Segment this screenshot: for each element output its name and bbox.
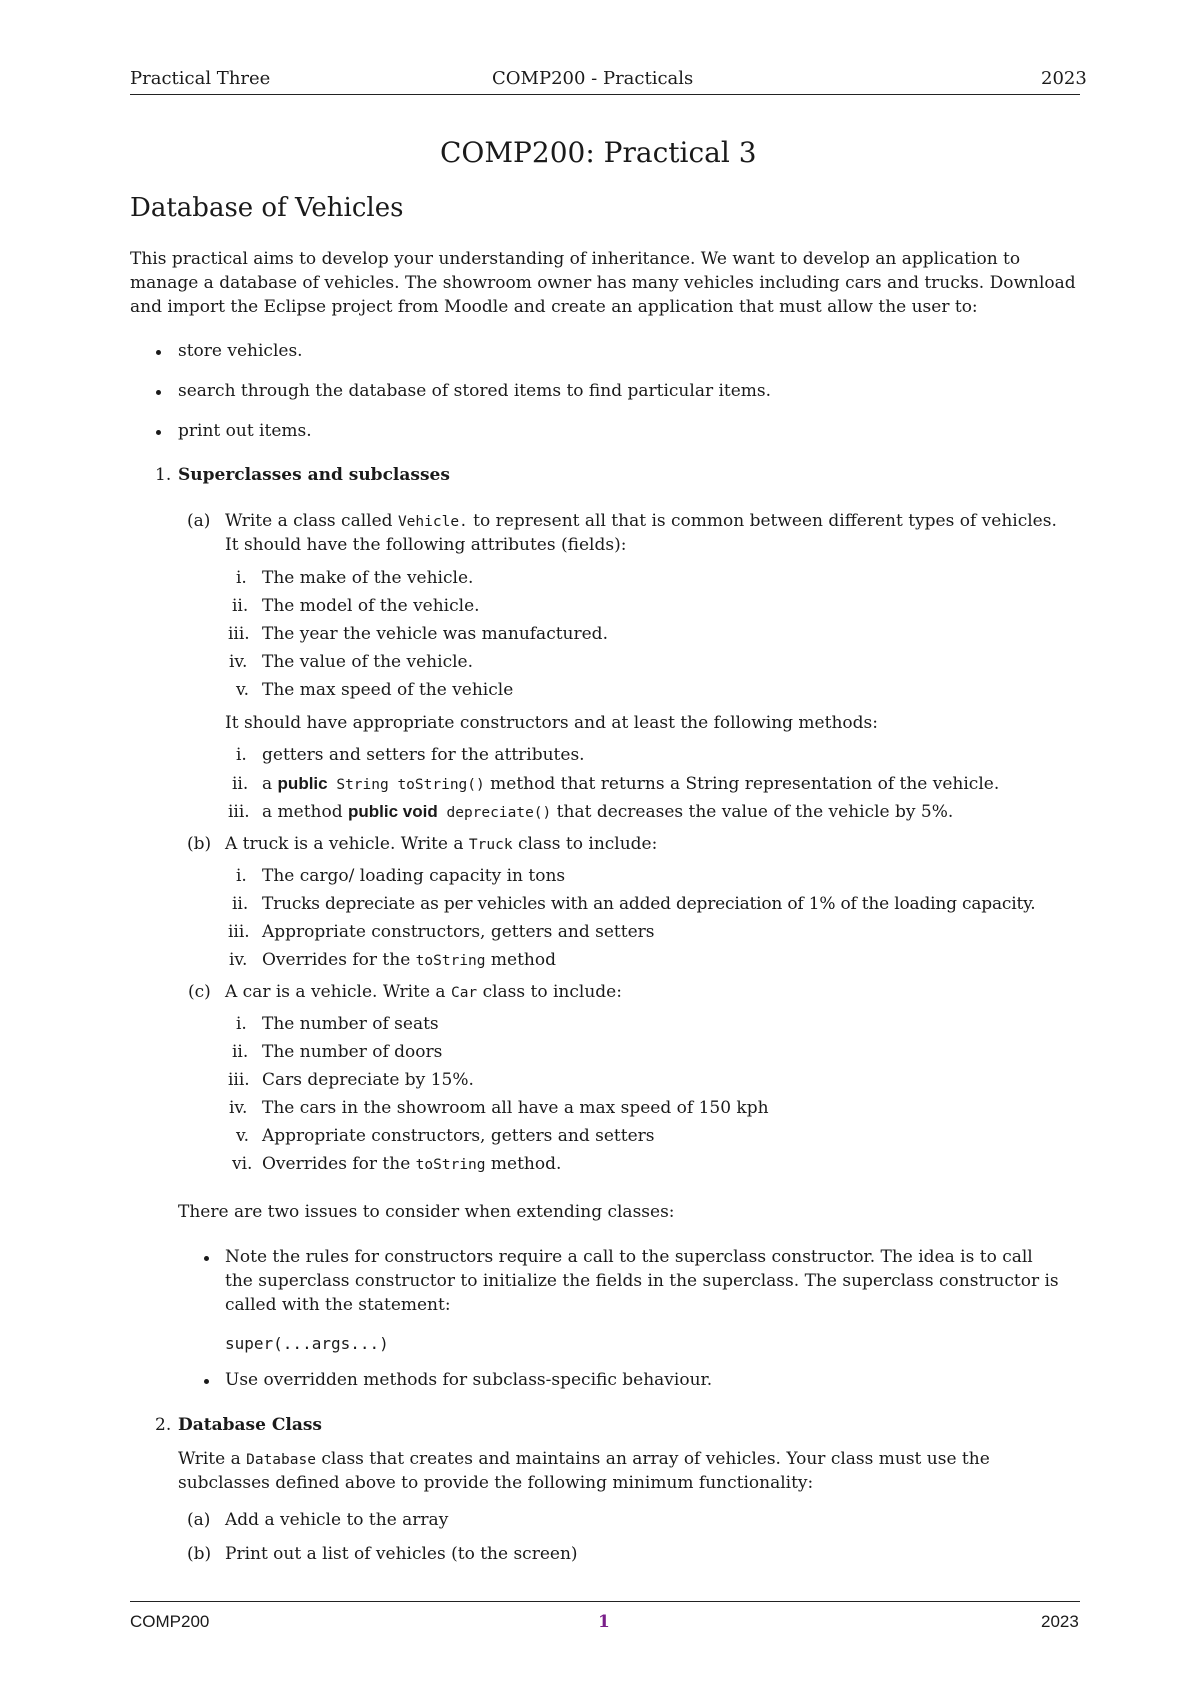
bullet-dot [204,1379,209,1384]
truck-item-number: iii. [228,922,250,942]
attr-text: The max speed of the vehicle [262,680,514,700]
keyword-public: public [277,774,328,793]
text-run: Write a [178,1449,247,1469]
q1a-line-2: It should have the following attributes (fields): [225,535,627,555]
car-item-number: vi. [232,1154,253,1174]
q2-line-2: subclasses defined above to provide the following minimum functionality: [178,1473,814,1493]
code-super-call: super(...args...) [225,1334,389,1353]
car-item-number: iv. [229,1098,248,1118]
attr-number: i. [236,568,247,588]
truck-item-text [262,948,556,973]
q1-number: 1. [155,465,172,485]
q1a-label: (a) [187,511,211,531]
text-run: a method [262,802,349,822]
car-item-text: The number of doors [262,1042,443,1062]
keyword-public-void: public void [348,802,438,821]
q1c-line [225,980,622,1005]
header-left: Practical Three [130,68,271,89]
truck-item-text: The cargo/ loading capacity in tons [262,866,566,886]
car-item-text: The number of seats [262,1014,439,1034]
bullet-item: store vehicles. [178,341,303,361]
attr-number: iii. [228,624,250,644]
car-item-number: iii. [228,1070,250,1090]
section-title: Database of Vehicles [130,193,404,223]
text-run: A car is a vehicle. Write a [225,982,451,1002]
car-item-number: v. [236,1126,249,1146]
text-run: class to include: [477,982,622,1002]
bullet-dot [156,390,161,395]
method-number: iii. [228,802,250,822]
header-rule [130,94,1080,95]
truck-item-text: Trucks depreciate as per vehicles with an added depreciation of 1% of the loading capacity. [262,894,1036,914]
text-run: method. [485,1154,562,1174]
code-depreciate: depreciate() [437,805,552,821]
page-title: COMP200: Practical 3 [440,136,757,169]
code-tostring: String toString() [327,777,485,793]
q1c-label: (c) [188,982,211,1002]
text-run: method that returns a String representation of the vehicle. [484,774,1000,794]
method-text [262,800,953,825]
code-car: Car [450,985,478,1001]
method-text: getters and setters for the attributes. [262,745,585,765]
text-run: a [262,774,278,794]
method-number: i. [236,745,247,765]
text-run: Overrides for the [262,1154,416,1174]
q2-item-text: Print out a list of vehicles (to the screen) [225,1544,578,1564]
truck-item-number: iv. [229,950,248,970]
header-right: 2023 [1041,68,1087,89]
q2-item-text: Add a vehicle to the array [225,1510,449,1530]
q2-item-label: (a) [187,1510,211,1530]
footer-right: 2023 [1041,1612,1079,1631]
text-run: Write a class called [225,511,398,531]
code-database: Database [246,1452,316,1468]
intro-line-3: and import the Eclipse project from Moodle and create an application that must allow the user to: [130,297,978,317]
attr-number: v. [236,680,249,700]
text-run: Overrides for the [262,950,416,970]
attr-text: The year the vehicle was manufactured. [262,624,608,644]
header-center: COMP200 - Practicals [492,68,694,89]
code-tostring: toString [415,953,486,969]
bullet-dot [156,350,161,355]
issue-1-line-1: Note the rules for constructors require a call to the superclass constructor. The idea is to call [225,1247,1033,1267]
bullet-dot [204,1256,209,1261]
q2-line-1 [178,1447,990,1472]
methods-intro: It should have appropriate constructors and at least the following methods: [225,713,878,733]
footer-left: COMP200 [130,1612,210,1631]
bullet-dot [156,430,161,435]
bullet-item: search through the database of stored items to find particular items. [178,381,772,401]
q2-heading: Database Class [178,1415,322,1435]
issue-2: Use overridden methods for subclass-specific behaviour. [225,1370,713,1390]
q2-number: 2. [155,1415,172,1435]
q1b-line [225,832,657,857]
issue-1-line-2: the superclass constructor to initialize the fields in the superclass. The superclass constructor is [225,1271,1059,1291]
car-item-text: Cars depreciate by 15%. [262,1070,474,1090]
car-item-text [262,1152,561,1177]
code-tostring: toString [415,1157,486,1173]
truck-item-number: i. [236,866,247,886]
q1b-label: (b) [187,834,212,854]
code-vehicle: Vehicle. [397,514,468,530]
car-item-text: Appropriate constructors, getters and setters [262,1126,655,1146]
method-text [262,772,999,797]
method-number: ii. [232,774,249,794]
page-number: 1 [598,1612,610,1632]
car-item-text: The cars in the showroom all have a max speed of 150 kph [262,1098,769,1118]
car-item-number: ii. [232,1042,249,1062]
text-run: that decreases the value of the vehicle by 5%. [551,802,954,822]
q1-heading: Superclasses and subclasses [178,465,450,485]
attr-text: The model of the vehicle. [262,596,480,616]
bullet-item: print out items. [178,421,312,441]
issues-intro: There are two issues to consider when extending classes: [178,1202,675,1222]
truck-item-number: ii. [232,894,249,914]
attr-text: The make of the vehicle. [262,568,474,588]
attr-number: ii. [232,596,249,616]
footer-rule [130,1601,1080,1602]
car-item-number: i. [236,1014,247,1034]
intro-line-2: manage a database of vehicles. The showroom owner has many vehicles including cars and trucks. Download [130,273,1076,293]
text-run: to represent all that is common between different types of vehicles. [467,511,1057,531]
text-run: method [485,950,556,970]
intro-line-1: This practical aims to develop your understanding of inheritance. We want to develop an application to [130,249,1021,269]
q2-item-label: (b) [187,1544,212,1564]
code-truck: Truck [468,837,513,853]
q1a-line-1 [225,509,1057,534]
issue-1-line-3: called with the statement: [225,1295,451,1315]
text-run: A truck is a vehicle. Write a [225,834,469,854]
text-run: class to include: [512,834,658,854]
text-run: class that creates and maintains an array of vehicles. Your class must use the [315,1449,990,1469]
attr-number: iv. [229,652,248,672]
attr-text: The value of the vehicle. [262,652,473,672]
truck-item-text: Appropriate constructors, getters and setters [262,922,655,942]
